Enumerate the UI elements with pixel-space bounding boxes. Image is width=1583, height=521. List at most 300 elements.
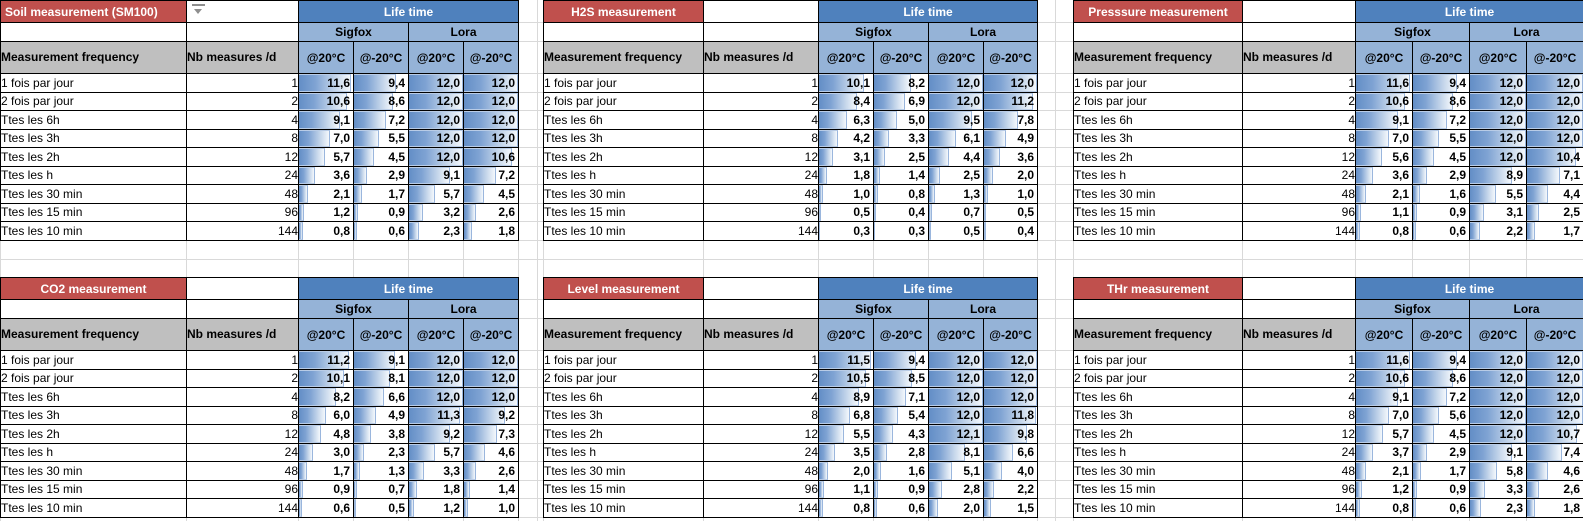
data-bar xyxy=(354,204,358,222)
nb-measures-cell: 48 xyxy=(187,185,299,204)
temp-minus20-header: @-20°C xyxy=(464,42,519,74)
data-bar xyxy=(354,148,374,166)
lifetime-value: 8,4 xyxy=(853,94,870,109)
lifetime-header: Life time xyxy=(819,278,1038,300)
lifetime-value: 12,0 xyxy=(491,389,516,404)
lifetime-value-cell xyxy=(464,166,519,185)
nb-measures-cell: 2 xyxy=(1243,92,1356,111)
lifetime-value-cell xyxy=(1413,203,1470,222)
data-bar xyxy=(984,148,1000,166)
blank-cell xyxy=(704,23,819,42)
data-bar xyxy=(464,462,476,480)
sigfox-header: Sigfox xyxy=(299,23,409,42)
lifetime-value-cell xyxy=(409,166,464,185)
gridline xyxy=(818,240,819,278)
lifetime-value-cell xyxy=(1470,388,1527,407)
temp-20-header: @20°C xyxy=(929,319,984,351)
lifetime-value: 1,5 xyxy=(1017,500,1035,515)
lifetime-value: 6,3 xyxy=(853,112,870,127)
nb-measures-cell: 48 xyxy=(704,185,819,204)
lifetime-value-cell xyxy=(354,406,409,425)
nb-measures-cell: 144 xyxy=(1243,499,1356,518)
lifetime-value: 8,9 xyxy=(1506,168,1523,183)
lifetime-value: 10,6 xyxy=(491,149,516,164)
frequency-cell: Ttes les 3h xyxy=(1074,406,1243,425)
data-bar xyxy=(1527,499,1535,517)
frequency-cell: Ttes les 10 min xyxy=(1074,222,1243,241)
lifetime-value: 12,0 xyxy=(1499,112,1523,127)
lifetime-value: 12,0 xyxy=(1499,371,1523,386)
lifetime-value-cell xyxy=(464,499,519,518)
nb-measures-cell: 12 xyxy=(187,148,299,167)
lifetime-value-cell xyxy=(819,480,874,499)
lifetime-value-cell xyxy=(354,425,409,444)
lifetime-value: 9,1 xyxy=(1392,389,1409,404)
nb-measures-column-header: Nb measures /d xyxy=(187,319,299,351)
data-bar xyxy=(874,130,889,148)
data-bar xyxy=(819,111,847,129)
lifetime-value: 12,0 xyxy=(1556,112,1581,127)
filter-cell xyxy=(1243,278,1356,300)
lifetime-value: 1,8 xyxy=(498,223,516,238)
lifetime-value-cell xyxy=(354,203,409,222)
data-bar xyxy=(1470,185,1496,203)
filter-cell xyxy=(187,278,299,300)
lifetime-value-cell xyxy=(929,480,984,499)
lifetime-value: 7,4 xyxy=(1563,445,1581,460)
lifetime-value: 6,0 xyxy=(333,408,350,423)
data-bar xyxy=(819,481,824,499)
lifetime-value: 8,2 xyxy=(908,75,925,90)
nb-measures-cell: 12 xyxy=(704,425,819,444)
filter-dropdown-icon[interactable] xyxy=(190,4,206,16)
table-row xyxy=(544,462,1038,481)
lifetime-value-cell xyxy=(409,203,464,222)
lifetime-value: 3,3 xyxy=(908,131,925,146)
lifetime-value-cell xyxy=(409,111,464,130)
table-row xyxy=(544,499,1038,518)
nb-measures-column-header: Nb measures /d xyxy=(1243,319,1356,351)
lifetime-value: 0,9 xyxy=(1449,482,1466,497)
lifetime-value-cell xyxy=(1356,166,1413,185)
lifetime-value-cell xyxy=(984,111,1038,130)
lifetime-value-cell xyxy=(819,148,874,167)
nb-measures-cell: 8 xyxy=(187,406,299,425)
data-bar xyxy=(874,204,876,222)
lifetime-value: 10,6 xyxy=(326,94,350,109)
gridline xyxy=(1055,0,1056,521)
frequency-cell: Ttes les 3h xyxy=(1,406,187,425)
lora-header: Lora xyxy=(929,23,1038,42)
nb-measures-cell: 144 xyxy=(187,222,299,241)
data-bar xyxy=(299,167,315,185)
lifetime-value: 2,2 xyxy=(1506,223,1523,238)
frequency-cell: Ttes les 3h xyxy=(1,129,187,148)
lifetime-value: 3,3 xyxy=(443,463,460,478)
table-row xyxy=(1074,166,1583,185)
data-bar xyxy=(1413,204,1417,222)
data-bar xyxy=(1527,444,1562,462)
lifetime-value-cell xyxy=(1527,222,1583,241)
lifetime-value-cell xyxy=(464,443,519,462)
lifetime-value: 4,5 xyxy=(1449,149,1466,164)
frequency-cell: 1 fois par jour xyxy=(1,351,187,370)
nb-measures-cell: 1 xyxy=(187,74,299,93)
lifetime-value: 12,0 xyxy=(1556,408,1581,423)
lifetime-value: 5,7 xyxy=(333,149,350,164)
nb-measures-cell: 8 xyxy=(704,406,819,425)
lifetime-value-cell xyxy=(929,369,984,388)
lifetime-value-cell xyxy=(1470,480,1527,499)
frequency-cell: Ttes les 10 min xyxy=(544,499,704,518)
frequency-cell: 2 fois par jour xyxy=(544,369,704,388)
data-bar xyxy=(874,407,898,425)
table-row xyxy=(544,166,1038,185)
data-bar xyxy=(819,462,828,480)
table-thr-measurement xyxy=(1073,277,1583,518)
nb-measures-cell: 4 xyxy=(1243,388,1356,407)
lifetime-value-cell xyxy=(1527,480,1583,499)
table-row xyxy=(1074,369,1583,388)
data-bar xyxy=(819,204,821,222)
temp-minus20-header: @-20°C xyxy=(1527,319,1583,351)
lifetime-value: 12,0 xyxy=(956,94,980,109)
data-bar xyxy=(409,204,423,222)
lifetime-value-cell xyxy=(464,185,519,204)
lifetime-value-cell xyxy=(984,499,1038,518)
lifetime-value-cell xyxy=(929,166,984,185)
frequency-cell: Ttes les 2h xyxy=(1,425,187,444)
data-bar xyxy=(874,111,897,129)
data-bar xyxy=(929,167,940,185)
lifetime-value-cell xyxy=(984,92,1038,111)
lifetime-value: 8,1 xyxy=(388,371,405,386)
gridline xyxy=(928,240,929,278)
lifetime-value: 3,3 xyxy=(1506,482,1523,497)
lifetime-value: 9,8 xyxy=(1017,426,1035,441)
lifetime-value: 2,8 xyxy=(963,482,980,497)
lifetime-value: 12,0 xyxy=(1499,389,1523,404)
lifetime-value-cell xyxy=(819,388,874,407)
data-bar xyxy=(929,481,942,499)
lifetime-value-cell xyxy=(1413,425,1470,444)
temp-20-header: @20°C xyxy=(1356,42,1413,74)
lifetime-value-cell xyxy=(929,148,984,167)
lifetime-value-cell xyxy=(874,129,929,148)
frequency-column-header: Measurement frequency xyxy=(1074,319,1243,351)
lifetime-value: 2,6 xyxy=(498,205,516,220)
table-h2s-measurement xyxy=(543,0,1038,241)
lifetime-value-cell xyxy=(1527,462,1583,481)
lifetime-value: 6,8 xyxy=(853,408,870,423)
nb-measures-cell: 4 xyxy=(1243,111,1356,130)
gridline xyxy=(1073,240,1074,278)
table-row xyxy=(1074,499,1583,518)
data-bar xyxy=(819,499,823,517)
data-bar xyxy=(409,499,414,517)
lifetime-value: 8,6 xyxy=(1449,371,1466,386)
lifetime-value: 12,0 xyxy=(1556,352,1581,367)
lifetime-value-cell xyxy=(1527,129,1583,148)
frequency-cell: 1 fois par jour xyxy=(1,74,187,93)
lifetime-value: 0,5 xyxy=(1017,205,1035,220)
lifetime-value: 2,1 xyxy=(1392,463,1409,478)
data-bar xyxy=(819,148,833,166)
lifetime-value: 5,4 xyxy=(908,408,925,423)
lifetime-value-cell xyxy=(299,499,354,518)
lifetime-value-cell xyxy=(984,74,1038,93)
data-bar xyxy=(354,111,386,129)
lifetime-header: Life time xyxy=(1356,278,1583,300)
lifetime-value: 3,1 xyxy=(853,149,870,164)
lifetime-value-cell xyxy=(1527,74,1583,93)
nb-measures-cell: 48 xyxy=(187,462,299,481)
nb-measures-cell: 96 xyxy=(704,203,819,222)
lifetime-value: 10,1 xyxy=(846,75,870,90)
lifetime-value: 3,6 xyxy=(1017,149,1035,164)
lifetime-value-cell xyxy=(874,499,929,518)
lifetime-value: 4,5 xyxy=(498,186,516,201)
lifetime-value: 3,1 xyxy=(1506,205,1523,220)
data-bar xyxy=(1356,425,1383,443)
temp-minus20-header: @-20°C xyxy=(1527,42,1583,74)
data-bar xyxy=(1413,111,1447,129)
lifetime-value-cell xyxy=(1356,499,1413,518)
lifetime-value: 3,0 xyxy=(333,445,350,460)
lifetime-value-cell xyxy=(874,388,929,407)
lifetime-value-cell xyxy=(874,406,929,425)
nb-measures-cell: 8 xyxy=(1243,129,1356,148)
lifetime-value-cell xyxy=(1356,462,1413,481)
data-bar xyxy=(929,499,938,517)
lifetime-value-cell xyxy=(1356,443,1413,462)
lifetime-value: 9,2 xyxy=(498,408,516,423)
gridline xyxy=(537,0,538,521)
data-bar xyxy=(409,481,417,499)
data-bar xyxy=(1413,407,1439,425)
lifetime-value-cell xyxy=(1470,92,1527,111)
lifetime-value-cell xyxy=(819,74,874,93)
data-bar xyxy=(819,222,820,240)
frequency-cell: Ttes les 6h xyxy=(544,111,704,130)
lifetime-value-cell xyxy=(1470,129,1527,148)
lifetime-value: 4,6 xyxy=(498,445,516,460)
lifetime-value-cell xyxy=(354,185,409,204)
data-bar xyxy=(464,204,476,222)
lifetime-value-cell xyxy=(1356,425,1413,444)
lifetime-value-cell xyxy=(1356,203,1413,222)
lifetime-value: 7,1 xyxy=(1563,168,1581,183)
data-bar xyxy=(874,74,911,92)
filter-bar xyxy=(192,4,205,6)
lifetime-value-cell xyxy=(874,166,929,185)
nb-measures-cell: 144 xyxy=(187,499,299,518)
nb-measures-cell: 24 xyxy=(704,166,819,185)
lifetime-value: 1,3 xyxy=(963,186,980,201)
lifetime-value: 0,9 xyxy=(908,482,925,497)
lifetime-value-cell xyxy=(1470,499,1527,518)
lifetime-value-cell xyxy=(984,443,1038,462)
frequency-cell: 2 fois par jour xyxy=(1074,369,1243,388)
lifetime-value: 7,0 xyxy=(1392,131,1409,146)
data-bar xyxy=(299,185,308,203)
nb-measures-cell: 144 xyxy=(704,499,819,518)
lifetime-value-cell xyxy=(1356,185,1413,204)
lifetime-value-cell xyxy=(1527,92,1583,111)
lifetime-value-cell xyxy=(874,462,929,481)
data-bar xyxy=(464,185,484,203)
frequency-column-header: Measurement frequency xyxy=(1,42,187,74)
nb-measures-column-header: Nb measures /d xyxy=(1243,42,1356,74)
frequency-cell: 1 fois par jour xyxy=(1074,351,1243,370)
lifetime-value: 0,5 xyxy=(388,500,405,515)
nb-measures-cell: 8 xyxy=(704,129,819,148)
lifetime-value-cell xyxy=(819,222,874,241)
frequency-cell: Ttes les h xyxy=(544,443,704,462)
lifetime-value-cell xyxy=(984,425,1038,444)
nb-measures-cell: 96 xyxy=(1243,203,1356,222)
nb-measures-cell: 4 xyxy=(704,111,819,130)
data-bar xyxy=(1413,222,1416,240)
lifetime-value: 5,0 xyxy=(908,112,925,127)
lifetime-value: 0,5 xyxy=(963,223,980,238)
lifetime-value-cell xyxy=(354,129,409,148)
data-bar xyxy=(1527,481,1539,499)
lifetime-header: Life time xyxy=(299,278,519,300)
lifetime-value-cell xyxy=(1470,222,1527,241)
lifetime-value: 1,1 xyxy=(1392,205,1409,220)
frequency-cell: Ttes les 3h xyxy=(544,406,704,425)
lifetime-value-cell xyxy=(409,222,464,241)
lifetime-value-cell xyxy=(1527,203,1583,222)
lifetime-value: 10,6 xyxy=(1385,94,1409,109)
table-row xyxy=(544,369,1038,388)
data-bar xyxy=(299,222,303,240)
blank-cell xyxy=(187,300,299,319)
lifetime-value: 0,8 xyxy=(908,186,925,201)
data-bar xyxy=(874,93,905,111)
lifetime-value: 10,6 xyxy=(1385,371,1409,386)
lifetime-value: 12,0 xyxy=(956,352,980,367)
nb-measures-cell: 8 xyxy=(1243,406,1356,425)
frequency-cell: Ttes les 3h xyxy=(1074,129,1243,148)
lifetime-value: 0,4 xyxy=(1017,223,1035,238)
lifetime-value-cell xyxy=(1470,443,1527,462)
data-bar xyxy=(1356,444,1373,462)
lifetime-value: 0,6 xyxy=(1449,500,1466,515)
frequency-cell: Ttes les 30 min xyxy=(544,185,704,204)
lifetime-value: 11,6 xyxy=(327,75,350,90)
chevron-down-icon xyxy=(194,9,202,14)
nb-measures-cell: 48 xyxy=(704,462,819,481)
data-bar xyxy=(464,167,496,185)
lifetime-value-cell xyxy=(1356,111,1413,130)
table-row xyxy=(1,462,519,481)
table-row xyxy=(544,185,1038,204)
lifetime-value-cell xyxy=(1413,406,1470,425)
nb-measures-cell: 1 xyxy=(704,74,819,93)
temp-minus20-header: @-20°C xyxy=(984,42,1038,74)
lifetime-value: 6,9 xyxy=(908,94,925,109)
lifetime-value: 5,5 xyxy=(853,426,870,441)
lifetime-value: 7,2 xyxy=(388,112,405,127)
lifetime-value: 12,0 xyxy=(1499,94,1523,109)
table-row xyxy=(1,74,519,93)
data-bar xyxy=(929,148,949,166)
data-bar xyxy=(464,499,468,517)
lifetime-value: 8,6 xyxy=(388,94,405,109)
lifetime-value-cell xyxy=(1470,406,1527,425)
data-bar xyxy=(464,481,470,499)
data-bar xyxy=(1527,185,1548,203)
table-row xyxy=(1074,148,1583,167)
lifetime-value: 0,3 xyxy=(853,223,870,238)
data-bar xyxy=(1356,462,1366,480)
frequency-cell: Ttes les 15 min xyxy=(1074,203,1243,222)
frequency-cell: Ttes les h xyxy=(1,166,187,185)
lifetime-value-cell xyxy=(464,111,519,130)
lifetime-value: 12,0 xyxy=(436,389,460,404)
lifetime-value-cell xyxy=(464,369,519,388)
data-bar xyxy=(1413,93,1453,111)
lifetime-value: 9,1 xyxy=(1506,445,1523,460)
table-title: CO2 measurement xyxy=(1,278,187,300)
lifetime-value-cell xyxy=(984,129,1038,148)
lifetime-value: 12,0 xyxy=(436,352,460,367)
lifetime-value: 1,7 xyxy=(1449,463,1466,478)
lifetime-value-cell xyxy=(1356,480,1413,499)
lifetime-value: 12,0 xyxy=(1010,389,1035,404)
lifetime-value: 7,2 xyxy=(1449,389,1466,404)
table-title: Level measurement xyxy=(544,278,704,300)
lora-header: Lora xyxy=(409,300,519,319)
lifetime-value: 4,5 xyxy=(388,149,405,164)
lifetime-value-cell xyxy=(1527,406,1583,425)
data-bar xyxy=(819,407,850,425)
lifetime-value: 2,0 xyxy=(1017,168,1035,183)
lifetime-value: 1,8 xyxy=(1563,500,1581,515)
temp-minus20-header: @-20°C xyxy=(984,319,1038,351)
temp-minus20-header: @-20°C xyxy=(354,319,409,351)
lifetime-value-cell xyxy=(929,499,984,518)
lifetime-value-cell xyxy=(464,388,519,407)
lifetime-value-cell xyxy=(354,148,409,167)
lifetime-value-cell xyxy=(409,148,464,167)
lifetime-value: 9,4 xyxy=(908,352,925,367)
lifetime-value: 11,2 xyxy=(1011,94,1035,109)
table-row xyxy=(1,148,519,167)
data-bar xyxy=(819,444,835,462)
nb-measures-cell: 12 xyxy=(704,148,819,167)
data-bar xyxy=(299,204,304,222)
lora-header: Lora xyxy=(409,23,519,42)
data-bar xyxy=(409,185,435,203)
lifetime-value-cell xyxy=(819,129,874,148)
lifetime-value-cell xyxy=(464,92,519,111)
lifetime-value-cell xyxy=(1470,148,1527,167)
lifetime-value-cell xyxy=(1356,388,1413,407)
data-bar xyxy=(984,444,1013,462)
lifetime-value: 1,2 xyxy=(443,500,460,515)
lifetime-value: 0,6 xyxy=(908,500,925,515)
data-bar xyxy=(929,204,932,222)
lifetime-value: 2,6 xyxy=(498,463,516,478)
data-bar xyxy=(929,185,935,203)
lifetime-value-cell xyxy=(354,74,409,93)
filter-cell xyxy=(187,1,299,23)
temp-20-header: @20°C xyxy=(409,42,464,74)
lifetime-value-cell xyxy=(299,480,354,499)
